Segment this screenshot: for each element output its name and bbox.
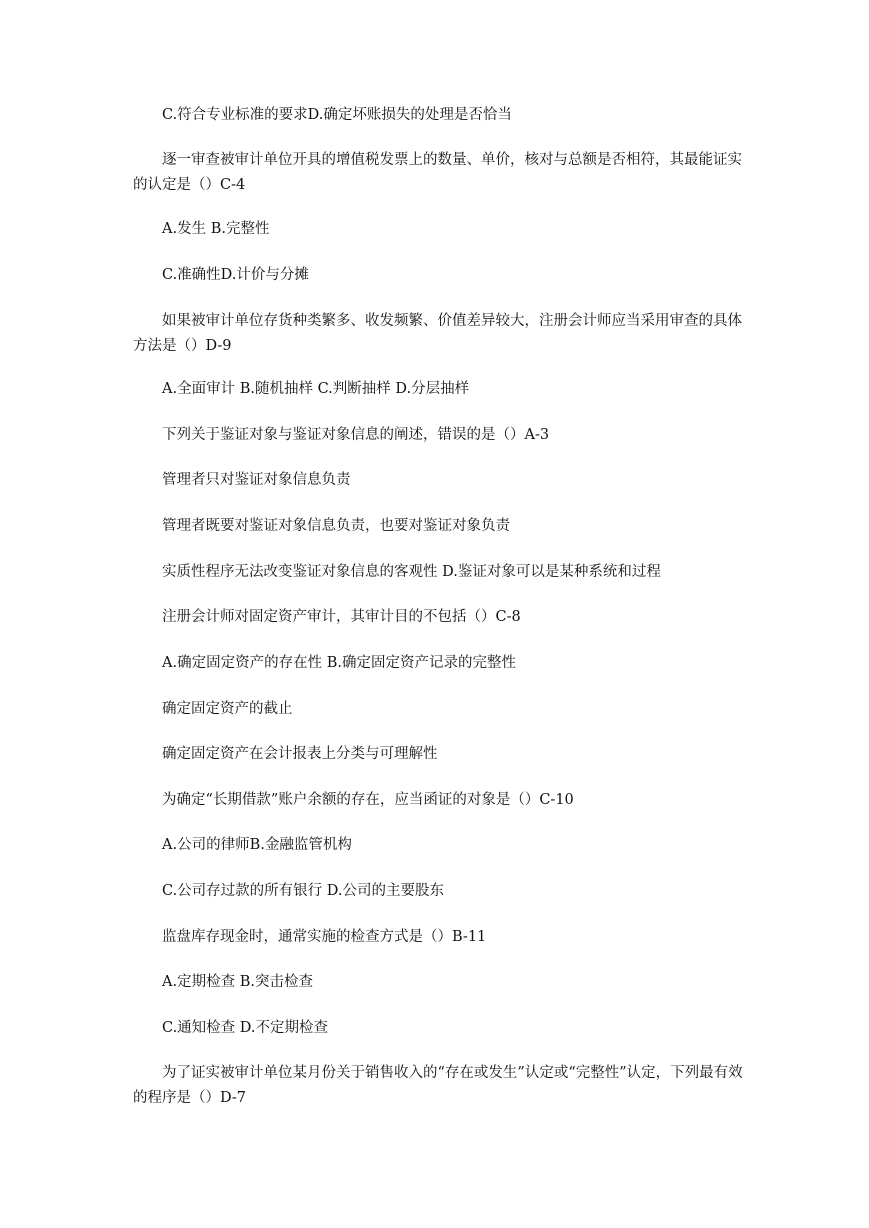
paragraph-11: 注册会计师对固定资产审计，其审计目的不包括（）C-8 bbox=[162, 609, 521, 625]
paragraph-3: A.发生 B.完整性 bbox=[162, 221, 270, 237]
paragraph-4: C.准确性D.计价与分摊 bbox=[162, 267, 309, 283]
paragraph-17: C.公司存过款的所有银行 D.公司的主要股东 bbox=[162, 883, 445, 899]
paragraph-18: 监盘库存现金时，通常实施的检查方式是（）B-11 bbox=[162, 929, 487, 945]
paragraph-6: A.全面审计 B.随机抽样 C.判断抽样 D.分层抽样 bbox=[162, 381, 470, 397]
paragraph-15: 为确定“长期借款”账户余额的存在，应当函证的对象是（）C-10 bbox=[162, 792, 574, 808]
paragraph-20: C.通知检查 D.不定期检查 bbox=[162, 1020, 329, 1036]
paragraph-13: 确定固定资产的截止 bbox=[162, 701, 293, 717]
paragraph-2: 逐一审查被审计单位开具的增值税发票上的数量、单价，核对与总额是否相符，其最能证实的认定是（）C-4 bbox=[133, 152, 742, 193]
paragraph-9: 管理者既要对鉴证对象信息负责，也要对鉴证对象负责 bbox=[162, 518, 510, 534]
paragraph-10: 实质性程序无法改变鉴证对象信息的客观性 D.鉴证对象可以是某种系统和过程 bbox=[162, 564, 661, 580]
paragraph-21: 为了证实被审计单位某月份关于销售收入的“存在或发生”认定或“完整性”认定，下列最有效的程序是（）D-7 bbox=[133, 1065, 743, 1106]
paragraph-19: A.定期检查 B.突击检查 bbox=[162, 974, 313, 990]
paragraph-16: A.公司的律师B.金融监管机构 bbox=[162, 837, 352, 853]
paragraph-1: C.符合专业标准的要求D.确定坏账损失的处理是否恰当 bbox=[162, 107, 512, 123]
paragraph-5: 如果被审计单位存货种类繁多、收发频繁、价值差异较大，注册会计师应当采用审查的具体方法是（）D-9 bbox=[133, 313, 742, 354]
paragraph-12: A.确定固定资产的存在性 B.确定固定资产记录的完整性 bbox=[162, 655, 516, 671]
paragraph-8: 管理者只对鉴证对象信息负责 bbox=[162, 472, 351, 488]
paragraph-14: 确定固定资产在会计报表上分类与可理解性 bbox=[162, 746, 438, 762]
paragraph-7: 下列关于鉴证对象与鉴证对象信息的阐述，错误的是（）A-3 bbox=[162, 427, 550, 443]
